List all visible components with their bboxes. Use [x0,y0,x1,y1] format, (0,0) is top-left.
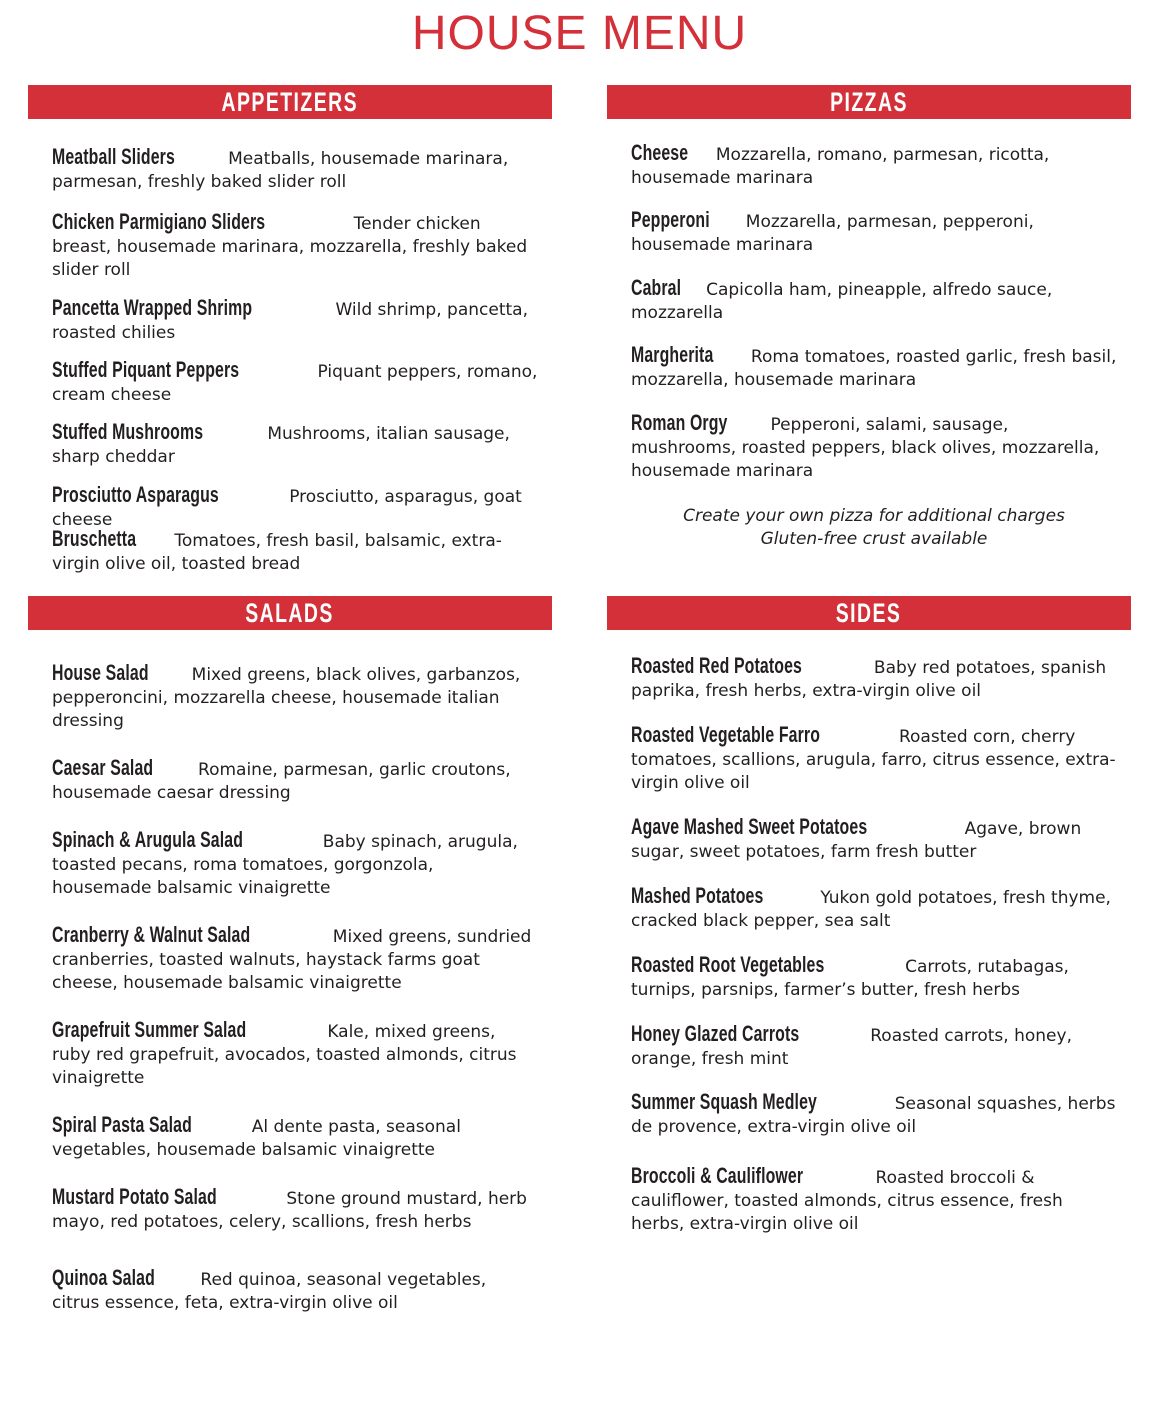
item-name: Quinoa Salad [52,1265,155,1290]
menu-item [52,358,538,407]
item-name: Prosciutto Asparagus [52,482,219,507]
item-description: Roma tomatoes, roasted garlic, fresh basil, mozzarella, housemade marinara [631,347,1117,390]
item-description: Piquant peppers, romano, cream cheese [52,362,538,405]
item-name: Caesar Salad [52,755,154,780]
salads-section [28,596,552,1326]
appetizers-header-bar [28,85,552,119]
item-name: Honey Glazed Carrots [631,1021,800,1046]
menu-item [52,1185,538,1234]
appetizers-section [28,85,552,585]
menu-item [52,661,538,733]
item-description: Stone ground mustard, herb mayo, red potatoes, celery, scallions, fresh herbs [52,1189,527,1232]
item-name: Spiral Pasta Salad [52,1112,192,1137]
item-name: Roasted Red Potatoes [631,653,802,678]
item-name: Meatball Sliders [52,144,175,169]
item-description: Romaine, parmesan, garlic croutons, housemade caesar dressing [52,760,511,803]
item-name: Chicken Parmigiano Sliders [52,209,266,234]
item-description: Kale, mixed greens, ruby red grapefruit, avocados, toasted almonds, citrus vinaigrette [52,1022,517,1088]
menu-item [52,828,538,900]
gluten-free-note: Gluten-free crust available [760,529,988,549]
item-name: Cabral [631,275,682,300]
item-name: Broccoli & Cauliflower [631,1163,804,1188]
menu-item [631,411,1117,483]
menu-item [631,884,1117,933]
item-name: Bruschetta [52,526,137,551]
item-description: Prosciutto, asparagus, goat cheese [52,487,522,530]
pizzas-heading: PIZZAS [830,87,908,117]
item-description: Roasted carrots, honey, orange, fresh mint [631,1026,1072,1069]
item-description: Baby spinach, arugula, toasted pecans, roma tomatoes, gorgonzola, housemade balsamic vinaigrette [52,832,518,898]
item-description: Mushrooms, italian sausage, sharp cheddar [52,424,510,467]
sides-section [607,596,1131,1256]
item-description: Mozzarella, parmesan, pepperoni, housemade marinara [631,212,1034,255]
menu-item [52,527,538,576]
appetizers-heading: APPETIZERS [221,87,359,117]
item-name: Pancetta Wrapped Shrimp [52,295,253,320]
item-description: Mixed greens, black olives, garbanzos, pepperoncini, mozzarella cheese, housemade italian dressing [52,665,521,731]
item-name: House Salad [52,660,149,685]
item-name: Pepperoni [631,207,710,232]
item-description: Baby red potatoes, spanish paprika, fresh herbs, extra-virgin olive oil [631,658,1107,701]
menu-item [52,483,538,532]
salads-heading: SALADS [245,598,335,628]
menu-item [631,953,1117,1002]
item-name: Spinach & Arugula Salad [52,827,244,852]
item-description: Meatballs, housemade marinara, parmesan, freshly baked slider roll [52,149,509,192]
item-name: Mustard Potato Salad [52,1184,217,1209]
item-name: Cheese [631,140,689,165]
menu-item [631,343,1117,392]
pizzas-header-bar [607,85,1131,119]
item-name: Roasted Vegetable Farro [631,722,821,747]
custom-pizza-note: Create your own pizza for additional charges [683,506,1065,526]
salads-header-bar [28,596,552,630]
item-name: Summer Squash Medley [631,1089,817,1114]
item-name: Margherita [631,342,714,367]
item-description: Seasonal squashes, herbs de provence, extra-virgin olive oil [631,1094,1116,1137]
menu-item [52,145,538,194]
menu-item [52,1018,538,1090]
item-description: Al dente pasta, seasonal vegetables, housemade balsamic vinaigrette [52,1117,461,1160]
item-description: Carrots, rutabagas, turnips, parsnips, farmer’s butter, fresh herbs [631,957,1069,1000]
menu-item [52,296,538,345]
item-description: Roasted broccoli & cauliflower, toasted almonds, citrus essence, fresh herbs, extra-virgin olive oil [631,1168,1063,1234]
item-description: Mozzarella, romano, parmesan, ricotta, housemade marinara [631,145,1050,188]
menu-item [52,1113,538,1162]
item-description: Capicolla ham, pineapple, alfredo sauce, mozzarella [631,280,1053,323]
menu-item [52,756,538,805]
sides-heading: SIDES [836,598,902,628]
item-name: Stuffed Piquant Peppers [52,357,240,382]
item-description: Mixed greens, sundried cranberries, toasted walnuts, haystack farms goat cheese, housemade balsamic vinaigrette [52,927,532,993]
item-name: Cranberry & Walnut Salad [52,922,251,947]
item-description: Yukon gold potatoes, fresh thyme, cracked black pepper, sea salt [631,888,1111,931]
sides-header-bar [607,596,1131,630]
menu-item [631,1164,1117,1236]
item-name: Mashed Potatoes [631,883,764,908]
item-name: Stuffed Mushrooms [52,419,204,444]
item-description: Roasted corn, cherry tomatoes, scallions, arugula, farro, citrus essence, extra-virgin olive oil [631,727,1116,793]
item-description: Pepperoni, salami, sausage, mushrooms, roasted peppers, black olives, mozzarella, housemade marinara [631,415,1100,481]
menu-item [631,276,1117,325]
item-description: Agave, brown sugar, sweet potatoes, farm fresh butter [631,819,1082,862]
menu-item [631,815,1117,864]
menu-item [631,141,1117,190]
menu-item [631,723,1117,795]
item-description: Red quinoa, seasonal vegetables, citrus essence, feta, extra-virgin olive oil [52,1270,487,1313]
item-description: Tomatoes, fresh basil, balsamic, extra-virgin olive oil, toasted bread [52,531,502,574]
item-name: Roman Orgy [631,410,728,435]
item-description: Wild shrimp, pancetta, roasted chilies [52,300,528,343]
item-name: Agave Mashed Sweet Potatoes [631,814,868,839]
menu-item [52,420,538,469]
menu-item [631,1090,1117,1139]
menu-item [52,210,538,282]
menu-item [52,923,538,995]
item-name: Grapefruit Summer Salad [52,1017,247,1042]
item-description: Tender chicken breast, housemade marinara, mozzarella, freshly baked slider roll [52,214,528,280]
item-name: Roasted Root Vegetables [631,952,825,977]
menu-item [631,654,1117,703]
pizzas-section [607,85,1131,565]
menu-title: HOUSE MENU [411,7,748,60]
menu-item [631,208,1117,257]
menu-item [52,1266,538,1315]
menu-item [631,1022,1117,1071]
